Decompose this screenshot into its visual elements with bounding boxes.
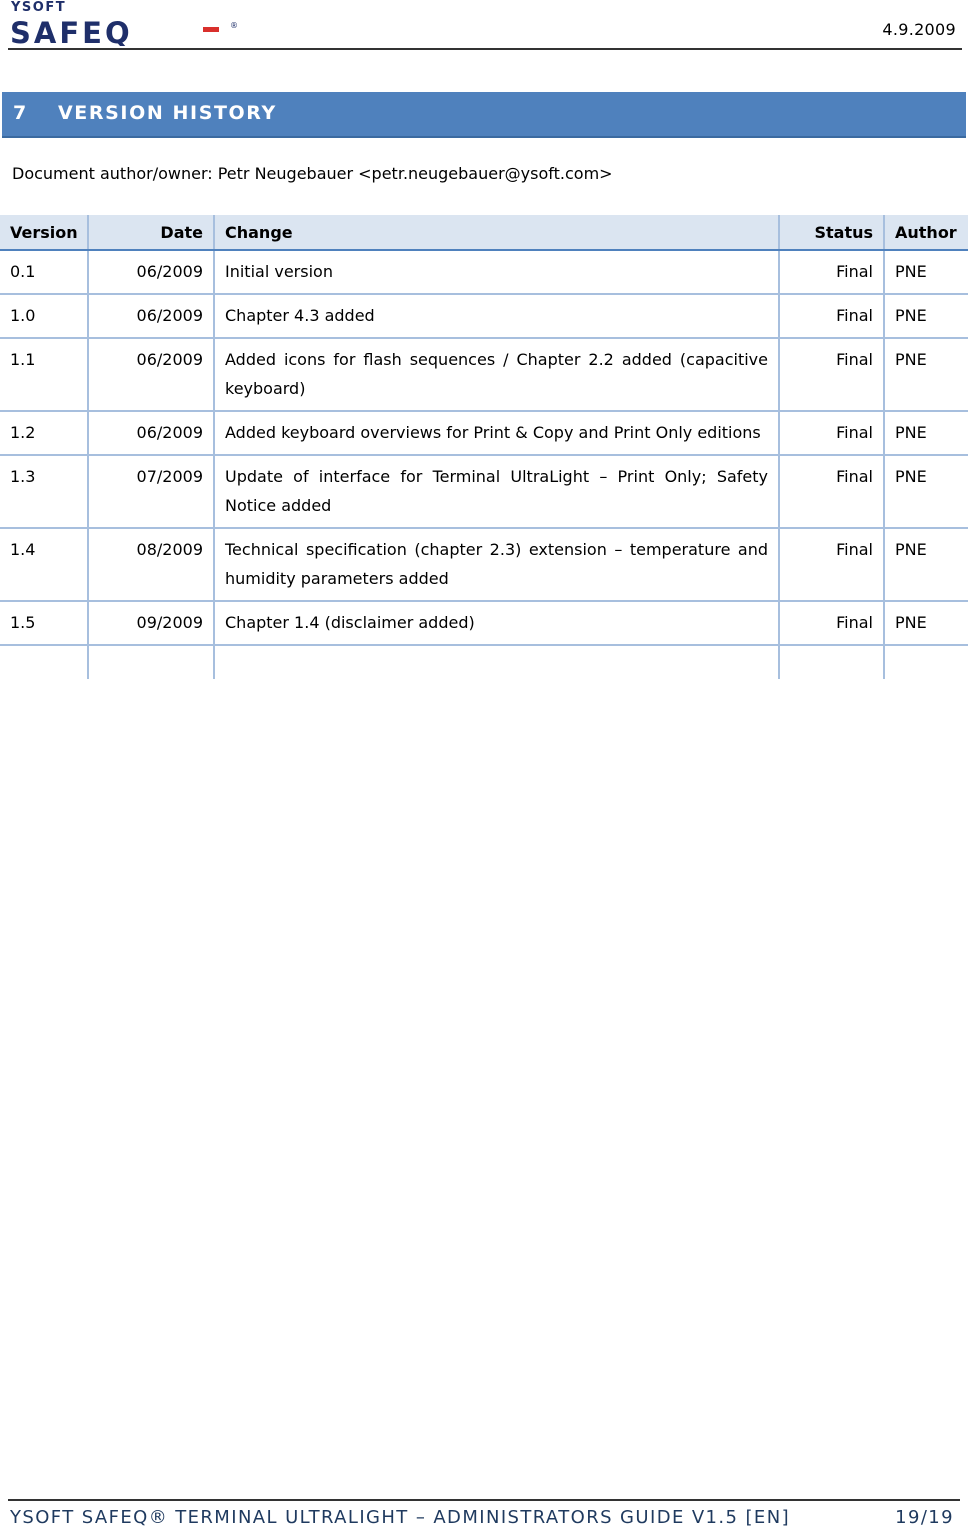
cell-status: Final xyxy=(779,411,884,455)
cell-author: PNE xyxy=(884,601,968,645)
section-heading xyxy=(2,92,966,138)
cell-version: 1.1 xyxy=(0,338,88,411)
footer-document-title: YSOFT SAFEQ® TERMINAL ULTRALIGHT – ADMINISTRATORS GUIDE V1.5 [EN] xyxy=(10,1507,790,1528)
cell-status: Final xyxy=(779,250,884,294)
cell-change: Update of interface for Terminal UltraLight – Print Only; Safety Notice added xyxy=(214,455,779,528)
empty-cell xyxy=(884,645,968,679)
column-header-status: Status xyxy=(779,215,884,250)
cell-change: Initial version xyxy=(214,250,779,294)
cell-version: 1.0 xyxy=(0,294,88,338)
cell-change: Chapter 4.3 added xyxy=(214,294,779,338)
cell-date: 09/2009 xyxy=(88,601,214,645)
cell-author: PNE xyxy=(884,338,968,411)
cell-version: 1.3 xyxy=(0,455,88,528)
cell-status: Final xyxy=(779,294,884,338)
cell-date: 06/2009 xyxy=(88,411,214,455)
cell-date: 06/2009 xyxy=(88,250,214,294)
table-header-row xyxy=(0,215,968,250)
cell-status: Final xyxy=(779,455,884,528)
cell-version: 1.4 xyxy=(0,528,88,601)
cell-change: Chapter 1.4 (disclaimer added) xyxy=(214,601,779,645)
cell-status: Final xyxy=(779,528,884,601)
ysoft-safeq-logo xyxy=(10,0,250,46)
cell-date: 08/2009 xyxy=(88,528,214,601)
table-row xyxy=(0,250,968,294)
empty-cell xyxy=(0,645,88,679)
empty-cell xyxy=(779,645,884,679)
cell-change: Technical specification (chapter 2.3) extension – temperature and humidity parameters added xyxy=(214,528,779,601)
cell-author: PNE xyxy=(884,294,968,338)
header-divider xyxy=(8,48,962,50)
version-history-table xyxy=(0,215,968,679)
table-row xyxy=(0,338,968,411)
footer-page-number: 19/19 xyxy=(895,1507,954,1528)
cell-change: Added icons for flash sequences / Chapter 2.2 added (capacitive keyboard) xyxy=(214,338,779,411)
empty-cell xyxy=(214,645,779,679)
cell-author: PNE xyxy=(884,411,968,455)
section-title: VERSION HISTORY xyxy=(58,102,277,124)
cell-date: 06/2009 xyxy=(88,294,214,338)
cell-author: PNE xyxy=(884,528,968,601)
header-date: 4.9.2009 xyxy=(882,20,956,39)
cell-status: Final xyxy=(779,338,884,411)
section-number: 7 xyxy=(13,102,27,124)
table-row xyxy=(0,455,968,528)
document-author-line: Document author/owner: Petr Neugebauer <petr.neugebauer@ysoft.com> xyxy=(12,164,613,183)
table-row xyxy=(0,411,968,455)
footer-divider xyxy=(8,1499,960,1501)
empty-cell xyxy=(88,645,214,679)
cell-version: 0.1 xyxy=(0,250,88,294)
table-row xyxy=(0,294,968,338)
cell-version: 1.2 xyxy=(0,411,88,455)
cell-date: 07/2009 xyxy=(88,455,214,528)
table-row xyxy=(0,528,968,601)
column-header-change: Change xyxy=(214,215,779,250)
svg-text:YSOFT: YSOFT xyxy=(11,0,67,15)
cell-status: Final xyxy=(779,601,884,645)
cell-change: Added keyboard overviews for Print & Copy and Print Only editions xyxy=(214,411,779,455)
cell-author: PNE xyxy=(884,455,968,528)
column-header-date: Date xyxy=(88,215,214,250)
cell-date: 06/2009 xyxy=(88,338,214,411)
column-header-author: Author xyxy=(884,215,968,250)
table-row-empty xyxy=(0,645,968,679)
svg-text:SAFEQ: SAFEQ xyxy=(10,16,133,46)
cell-version: 1.5 xyxy=(0,601,88,645)
table-row xyxy=(0,601,968,645)
svg-text:®: ® xyxy=(230,21,238,30)
cell-author: PNE xyxy=(884,250,968,294)
column-header-version: Version xyxy=(0,215,88,250)
